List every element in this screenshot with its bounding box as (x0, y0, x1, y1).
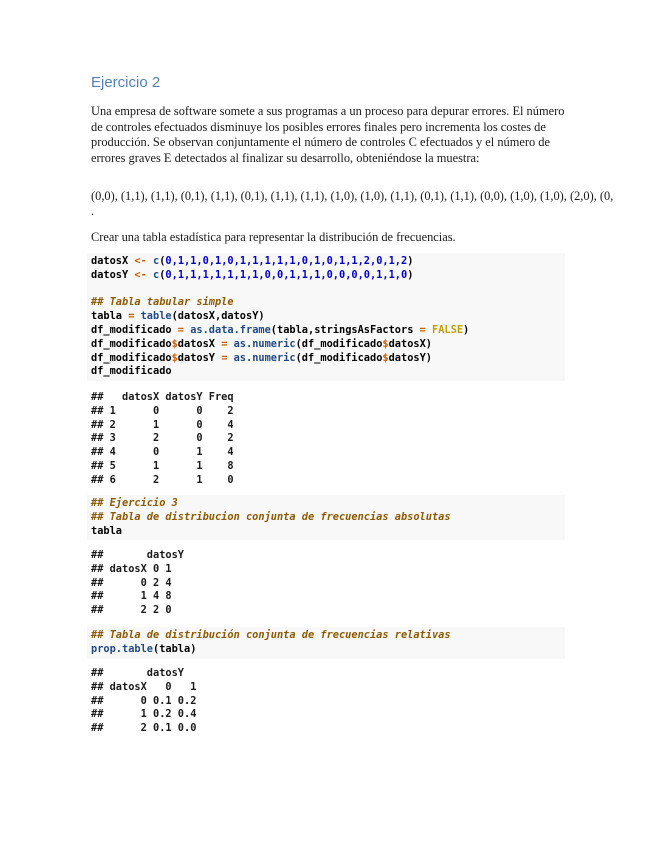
output-line: ## 2 1 0 4 (91, 418, 234, 431)
output-line: ## datosX datosY Freq (91, 391, 234, 403)
output-line: ## 4 0 1 4 (91, 446, 234, 459)
output-line: ## 0 2 4 (91, 576, 172, 589)
output-line: ## 1 4 8 (91, 590, 172, 603)
task-statement: Crear una tabla estadística para representar la distribución de frecuencias. (91, 230, 456, 244)
output-line: ## datosY (91, 667, 184, 679)
output-line: ## 5 1 1 8 (91, 459, 234, 472)
output-line: ## 6 2 1 0 (91, 473, 234, 486)
output-line: ## 0 0.1 0.2 (91, 694, 197, 707)
code-block-1: datosX <- c(0,1,1,0,1,0,1,1,1,1,1,0,1,0,1,1,2,0,1,2) datosY <- c(0,1,1,1,1,1,1,1,0,0,1,1,1,0,0,0,0,1,1,0) ## Tabla tabular simple tabla = table(datosX,datosY) df_modificado = as.data.frame(tabla,stringsAsFactors = FALSE) df_modificado$datosX = as.numeric(df_modificado$datosX) df_modificado$datosY = as.numeric(df_modificado$datosY) df_modificado (87, 253, 565, 381)
output-line: ## 2 2 0 (91, 604, 172, 617)
output-block-2 (87, 549, 565, 618)
output-line: ## 2 0.1 0.0 (91, 722, 197, 735)
problem-paragraph: Una empresa de software somete a sus programas a un proceso para depurar errores. El número de controles efectuados disminuye los posibles errores finales pero incrementa los costes de producción. Se observan conjuntamente el número de controles C efectuados y el número de errores graves E detectados al finalizar su desarrollo, obteniéndose la muestra: (91, 104, 565, 165)
exercise-heading: Ejercicio 2 (91, 74, 161, 91)
output-line: ## datosX 0 1 (91, 562, 172, 575)
output-block-1 (87, 391, 565, 488)
code-block-2: ## Ejercicio 3 ## Tabla de distribucion conjunta de frecuencias absolutas tabla (87, 495, 565, 540)
sample-data: (0,0), (1,1), (1,1), (0,1), (1,1), (0,1), (1,1), (1,1), (1,0), (1,0), (1,1), (0,1), (1,1), (0,0), (1,0), (1,0), (2,0), (0, (91, 189, 614, 203)
output-line: ## 3 2 0 2 (91, 432, 234, 445)
sample-end: . (91, 204, 95, 218)
output-line: ## datosY (91, 549, 184, 561)
output-line: ## datosX 0 1 (91, 680, 197, 693)
output-line: ## 1 0.2 0.4 (91, 708, 197, 721)
code-block-3: ## Tabla de distribución conjunta de frecuencias relativas prop.table(tabla) (87, 627, 565, 659)
output-block-3 (87, 667, 565, 736)
output-line: ## 1 0 0 2 (91, 404, 234, 417)
